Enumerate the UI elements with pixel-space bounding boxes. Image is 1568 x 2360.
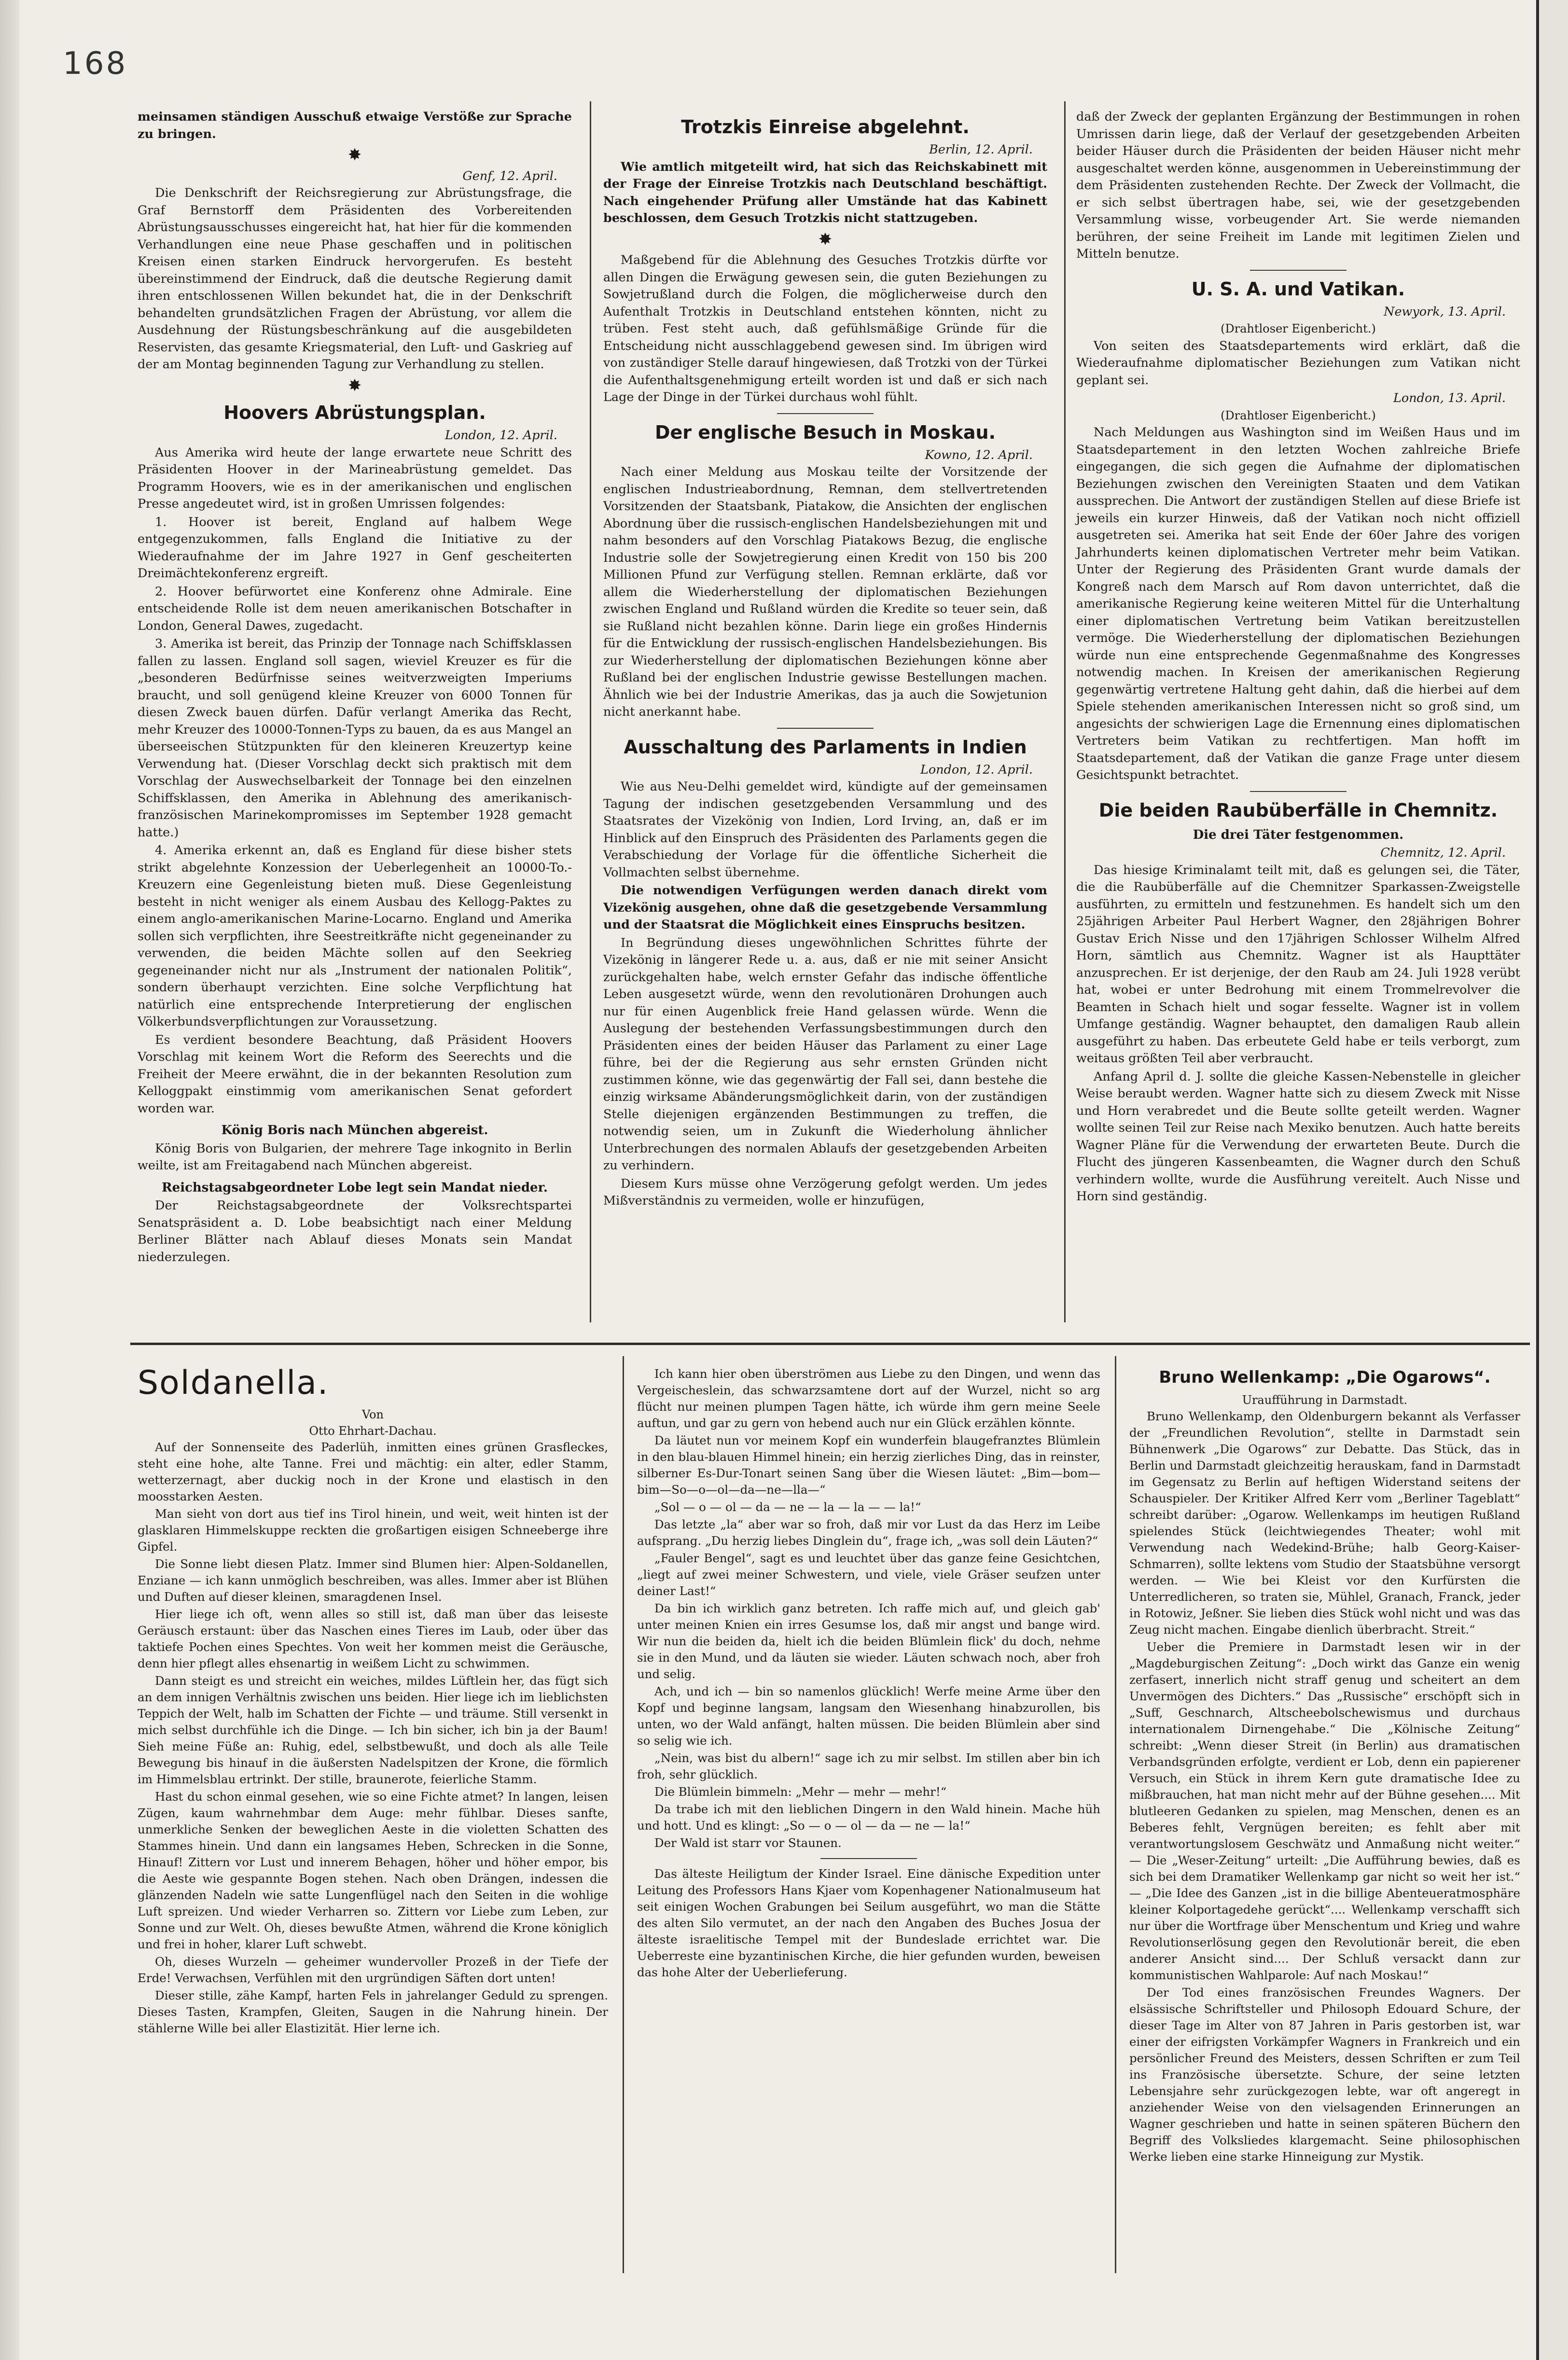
- article-paragraph: Diesem Kurs müsse ohne Verzögerung gefolgt werden. Um jedes Mißverständnis zu vermeiden, wolle er hinzufügen,: [603, 1176, 1047, 1208]
- story-paragraph: Oh, dieses Wurzeln — geheimer wundervoller Prozeß in der Tiefe der Erde! Verwachsen, Verfühlen mit den urgründigen Säften dort unten!: [138, 1955, 608, 1985]
- article-paragraph: 2. Hoover befürwortet eine Konferenz ohne Admirale. Eine entscheidende Rolle ist dem neuen amerikanischen Botschafter in London, General Dawes, zugedacht.: [138, 584, 572, 633]
- article-paragraph: Bruno Wellenkamp, den Oldenburgern bekannt als Verfasser der „Freundlichen Revolution“, stellte in Darmstadt sein Bühnenwerk „Die Ogarows“ zur Debatte. Das Stück, das in Berlin und Darmstadt gleichzeitig herauskam, fand in Darmstadt im Gegensatz zu Berlin auf heftigen Widerstand seitens der Schauspieler. Der Kritiker Alfred Kerr vom „Berliner Tageblatt“ schreibt darüber: „Ogarow. Wellenkamps im heutigen Rußland spielendes Stück (leichtwiegendes Theater; wohl mit Verwendung nach Wedekind-Brühe; halb Georg-Kaiser-Schmarren), sollte lektens vom Studio der Staatsbühne versorgt werden. — Wie bei Kleist vor den Kurfürsten die Unterredlicheren, so traten sie, Mühlel, Granach, Franck, jeder in Rotowiz, Jeßner. Sie lieben dies Stück wohl nicht und was das Zeug nicht machen. Eingabe dienlich überbracht. Streit.“: [1129, 1409, 1520, 1637]
- dateline: Chemnitz, 12. April.: [1380, 846, 1506, 860]
- story-paragraph: „Sol — o — ol — da — ne — la — la — — la!“: [654, 1500, 921, 1514]
- article-subheadline: Die drei Täter festgenommen.: [1193, 827, 1404, 842]
- byline: (Drahtloser Eigenbericht.): [1221, 408, 1376, 422]
- article-headline: Trotzkis Einreise abgelehnt.: [681, 116, 970, 138]
- byline-author: Otto Ehrhart-Dachau.: [309, 1424, 437, 1438]
- article-paragraph: 3. Amerika ist bereit, das Prinzip der Tonnage nach Schiffsklassen fallen zu lassen. England soll sagen, wieviel Kreuzer es für die „besonderen Bedürfnisse seines weitverzweigten Imperiums braucht, und soll genügend kleine Kreuzer von 6000 Tonnen für diesen Zweck bauen dürfen. Dafür verlangt Amerika das Recht, mehr Kreuzer des 10000-Tonnen-Typs zu bauen, da es aus Mangel an überseeischen Stützpunkten für den kleineren Kreuzertyp keine Verwendung hat. (Dieser Vorschlag deckt sich praktisch mit dem Vorschlag der Auswechselbarkeit der Tonnage bei den einzelnen Schiffsklassen, den Amerika in Ablehnung des amerikanisch-französischen Marinekompromisses im September 1928 gemacht hatte.): [138, 637, 572, 840]
- story-paragraph: Dieser stille, zähe Kampf, harten Fels in jahrelanger Geduld zu sprengen. Dieses Tasten, Krampfen, Gleiten, Saugen in die Nahrung hinein. Der stählerne Wille bei aller Elastizität. Hier lerne ich.: [138, 1988, 608, 2035]
- byline-von: Von: [361, 1408, 384, 1421]
- brief-paragraph: König Boris von Bulgarien, der mehrere Tage inkognito in Berlin weilte, ist am Freitagabend nach München abgereist.: [138, 1141, 572, 1173]
- story-paragraph: Dann steigt es und streicht ein weiches, mildes Lüftlein her, das fügt sich an dem innigen Verhältnis zwischen uns beiden. Hier liege ich im lieblichsten Teppich der Welt, halb im Schatten der Fichte — und träume. Still versenkt in mich selbst durchfühle ich die Dinge. — Ich bin sicher, ich bin ja der Baum! Sieh meine Füße an: Ruhig, edel, selbstbewußt, und doch als alle Teile Bewegung bis hinauf in die äußersten Nadelspitzen der Krone, die förmlich im Himmelsblau ertrinkt. Der stille, braunerote, feierliche Stamm.: [138, 1674, 608, 1786]
- story-paragraph: Das letzte „la“ aber war so froh, daß mir vor Lust da das Herz im Leibe aufsprang. „Du herzig liebes Dinglein du“, frage ich, „was soll dein Läuten?“: [637, 1517, 1100, 1548]
- short-rule: [1250, 791, 1346, 792]
- story-paragraph: Ach, und ich — bin so namenlos glücklich! Werfe meine Arme über den Kopf und beginne langsam, langsam den Wiesenhang hinabzurollen, bis unten, wo der Wald anfängt, halten müssen. Die beiden Blümlein aber sind so selig wie ich.: [637, 1684, 1100, 1748]
- article-headline: Ausschaltung des Parlaments in Indien: [624, 736, 1027, 758]
- column-rule: [1115, 1356, 1116, 2273]
- brief-headline: König Boris nach München abgereist.: [221, 1123, 488, 1138]
- page-number: 168: [63, 46, 128, 82]
- column-rule: [1064, 101, 1066, 1322]
- short-rule: [777, 728, 874, 729]
- feuilleton-title: Soldanella.: [138, 1364, 329, 1402]
- story-paragraph: Die Blümlein bimmeln: „Mehr — mehr — mehr!“: [654, 1785, 947, 1799]
- article-continuation: meinsamen ständigen Ausschuß etwaige Verstöße zur Sprache zu bringen.: [138, 110, 572, 141]
- brief-paragraph: Der Reichstagsabgeordnete der Volksrechtspartei Senatspräsident a. D. Lobe beabsichtigt nach einer Meldung Berliner Blätter nach Ablauf dieses Monats sein Mandat niederzulegen.: [138, 1198, 572, 1264]
- column-3: [1076, 109, 1520, 1207]
- page-edge-right: [1536, 0, 1568, 2360]
- article-paragraph: 1. Hoover ist bereit, England auf halbem Wege entgegenzukommen, falls England die Initiative zu der Wiederaufnahme der im Jahre 1927 in Genf gescheiterten Dreimächtekonferenz ergreift.: [138, 514, 572, 581]
- article-paragraph: Ueber die Premiere in Darmstadt lesen wir in der „Magdeburgischen Zeitung“: „Doch wirkt das Ganze ein wenig zerfasert, innerlich nicht straff genug und scheitert an dem Unvermögen des Dichters.“ Das „Russische“ erschöpft sich in „Suff, Geschnarch, Altscheebolschewismus und durchaus internationalem Dirnengehabe.“ Die „Kölnische Zeitung“ schreibt: „Wenn dieser Streit (in Berlin) aus dramatischen Verbandsgründen erfolgte, verdient er Lob, denn ein papierener Versuch, ein Stück in ihrem Kern gute dramatische Idee zu mißbrauchen, hat man nicht mehr auf der Bühne gesehen.... Mit blutleeren Gedanken zu spielen, mag Menschen, denen es an Beberes fehlt, Vergnügen bereiten; es fehlt aber mit verantwortungslosem Geschwätz und Anmaßung nicht weiter.“ — Die „Weser-Zeitung“ urteilt: „Die Aufführung bewies, daß es sich bei dem Dramatiker Wellenkamp gar nicht so weit her ist.“ — „Die Idee des Ganzen „ist in die billige Abenteueratmosphäre kleiner Kolportagedehe gerückt“.... Wellenkamp verschafft sich nur über die Wortfrage über Menschentum und Krieg und wahre Revolutionserlösung gegen den Revolutionär bereit, die eben anderer Ansicht sind.... Der Schluß versackt dann zur kommunistischen Wahlparole: Auf nach Moskau!“: [1129, 1640, 1520, 1982]
- short-rule: [1250, 270, 1346, 271]
- dateline: Berlin, 12. April.: [929, 142, 1033, 157]
- column-2: [603, 109, 1047, 1211]
- dateline: Kowno, 12. April.: [925, 447, 1033, 462]
- story-paragraph: Hier liege ich oft, wenn alles so still ist, daß man über das leiseste Geräusch erstaunt: über das Naschen eines Tieres im Laub, oder über das taktiefe Pochen eines Spechtes. Von weit her kommen meist die Geräusche, denn hier pflegt alles ehsenartig in weißem Licht zu schwimmen.: [138, 1607, 608, 1670]
- separator-star: ✸: [347, 145, 362, 165]
- article-paragraph: Maßgebend für die Ablehnung des Gesuches Trotzkis dürfte vor allen Dingen die Erwägung gewesen sein, die guten Beziehungen zu Sowjetrußland durch die Folgen, die möglicherweise durch den Aufenthalt Trotzkis in Deutschland entstehen könnten, nicht zu trüben. Fest steht auch, daß gefühlsmäßige Gründe für die Entscheidung nicht ausschlaggebend gewesen sind. Im übrigen wird von zuständiger Stelle darauf hingewiesen, daß Trotzki von der Türkei die Aufenthaltsgenehmigung erteilt worden ist und daß er sich nach Lage der Dinge in der Türkei durchaus wohl fühlt.: [603, 253, 1047, 404]
- notice-paragraph: Das älteste Heiligtum der Kinder Israel. Eine dänische Expedition unter Leitung des Professors Hans Kjaer vom Kopenhagener Nationalmuseum hat seit einigen Wochen Grabungen bei Seilum ausgeführt, wo man die Stätte des alten Silo vermutet, an der nach den Angaben des Buches Josua der älteste israelitische Tempel mit der Bundeslade errichtet war. Die Ueberreste eine byzantinischen Kirche, die hier gefunden wurden, beweisen das hohe Alter der Ueberlieferung.: [637, 1867, 1100, 1979]
- feuilleton-column-1: [138, 1356, 608, 2038]
- article-paragraph: In Begründung dieses ungewöhnlichen Schrittes führte der Vizekönig in längerer Rede u. a. aus, daß er nie mit seiner Ansicht zurückgehalten habe, welch ernster Gefahr das indische öffentliche Leben ausgesetzt würde, wenn den revolutionären Drohungen auch nur für einen Augenblick freie Hand gelassen würde. Wenn die Auslegung der bestehenden Verfassungsbestimmungen durch den Präsidenten eines der beiden Häuser das Parlament zu einer Lage führe, bei der die Regierung aus sehr ernsten Gründen nicht zustimmen könne, wie das gegenwärtig der Fall sei, dann bestehe die einzig wirksame Abänderungsmöglichkeit darin, von der zuständigen Stelle diejenigen ergänzenden Bestimmungen zu treffen, die notwendig seien, um in Zukunft die Wiederholung ähnlicher Unterbrechungen des normalen Ablaufs der gesetzgebenden Arbeiten zu verhindern.: [603, 935, 1047, 1173]
- article-paragraph: 4. Amerika erkennt an, daß es England für diese bisher stets strikt abgelehnte Konzession der Ueberlegenheit an 10000-To.-Kreuzern eine Gegenleistung bieten muß. Diese Gegenleistung besteht in nicht weniger als einem Ausbau des Kellogg-Paktes zu einem anglo-amerikanischen Marine-Locarno. England und Amerika sollen sich verpflichten, ihre Seestreitkräfte nicht gegeneinander zu verwenden, die beiden Mächte sollen auf den Seekrieg gegeneinander nicht nur als „Instrument der nationalen Politik“, sondern überhaupt verzichten. Eine solche Verpflichtung hat natürlich eine entsprechende Interpretierung der englischen Völkerbundsverpflichtungen zur Voraussetzung.: [138, 843, 572, 1029]
- article-paragraph: Wie amtlich mitgeteilt wird, hat sich das Reichskabinett mit der Frage der Einreise Trotzkis nach Deutschland beschäftigt. Nach eingehender Prüfung aller Umstände hat das Kabinett beschlossen, dem Gesuch Trotzkis nicht stattzugeben.: [603, 159, 1047, 225]
- article-paragraph: Wie aus Neu-Delhi gemeldet wird, kündigte auf der gemeinsamen Tagung der indischen gesetzgebenden Versammlung und des Staatsrates der Vizekönig von Indien, Lord Irving, an, daß er im Hinblick auf den Einspruch des Präsidenten des Parlaments gegen die Verabschiedung der Vorlage für die öffentliche Sicherheit die Vollmachten selbst übernehme.: [603, 779, 1047, 880]
- story-paragraph: Da trabe ich mit den lieblichen Dingern in den Wald hinein. Mache hüh und hott. Und es klingt: „So — o — ol — da — ne — la!“: [637, 1802, 1100, 1832]
- short-rule: [777, 413, 874, 414]
- byline: (Drahtloser Eigenbericht.): [1221, 322, 1376, 335]
- separator-star: ✸: [818, 229, 833, 249]
- short-rule: [820, 1858, 917, 1859]
- article-paragraph: Von seiten des Staatsdepartements wird erklärt, daß die Wiederaufnahme diplomatischer Beziehungen zum Vatikan nicht geplant sei.: [1076, 338, 1520, 388]
- dateline: London, 13. April.: [1393, 391, 1506, 405]
- story-paragraph: Auf der Sonnenseite des Paderlüh, inmitten eines grünen Grasfleckes, steht eine hohe, alte Tanne. Frei und mächtig: ein alter, edler Stamm, wetterzernagt, aber duckig noch in der Krone und elastisch in den moosstarken Aesten.: [138, 1440, 608, 1503]
- column-1: [138, 109, 572, 1267]
- article-paragraph: Aus Amerika wird heute der lange erwartete neue Schritt des Präsidenten Hoover in der Marineabrüstung gemeldet. Das Programm Hoovers, wie es in der amerikanischen und englischen Presse angedeutet wird, ist in großen Umrissen folgendes:: [138, 445, 572, 511]
- article-paragraph: daß der Zweck der geplanten Ergänzung der Bestimmungen in rohen Umrissen darin liege, daß der Verlauf der gesetzgebenden Arbeiten beider Häuser durch die Präsidenten der beiden Häuser nicht mehr ausgeschaltet werden könne, ausgenommen in Uebereinstimmung der dem Präsidenten zustehenden Rechte. Der Zweck der Vollmacht, die er sich selbst übertragen habe, sei, wie der gesetzgebenden Versammlung wisse, vorbeugender Art. Sie werde niemanden berühren, der seine Freiheit im Lande mit legitimen Zielen und Mitteln benutze.: [1076, 110, 1520, 261]
- dateline: London, 12. April.: [444, 428, 557, 443]
- article-paragraph: Nach Meldungen aus Washington sind im Weißen Haus und im Staatsdepartement in den letzten Wochen zahlreiche Briefe eingegangen, die sich gegen die Aufnahme der diplomatischen Beziehungen zwischen den Vereinigten Staaten und dem Vatikan aussprechen. Die Antwort der zuständigen Stellen auf diese Briefe ist jeweils ein kurzer Hinweis, daß der Vatikan noch nicht offiziell ausgetreten sei. Amerika hat seit Ende der 60er Jahre des vorigen Jahrhunderts keinen diplomatischen Vertreter mehr beim Vatikan. Unter der Regierung des Präsidenten Grant wurde damals der Kongreß nach dem Marsch auf Rom davon unterrichtet, daß die amerikanische Regierung keine weiteren Mittel für die Unterhaltung einer diplomatischen Vertretung beim Vatikan bereitzustellen vermöge. Die Wiederherstellung der diplomatischen Beziehungen würde nun eine entsprechende Gegenmaßnahme des Kongresses notwendig machen. In Kreisen der amerikanischen Regierung gegenwärtig vertretene Haltung geht dahin, daß die hierbei auf dem Spiele stehenden amerikanischen Interessen nicht so groß sind, um angesichts der schwierigen Lage die Ernennung eines diplomatischen Vertreters beim Vatikan zu rechtfertigen. Man hofft im Staatsdepartement, daß der Vatikan die ganze Frage unter diesem Gesichtspunkt betrachtet.: [1076, 425, 1520, 782]
- feuilleton-column-3: [1129, 1366, 1520, 2166]
- dateline: Genf, 12. April.: [462, 168, 557, 183]
- story-paragraph: Die Sonne liebt diesen Platz. Immer sind Blumen hier: Alpen-Soldanellen, Enziane — ich kann unmöglich beschreiben, was alles. Immer aber ist Blühen und Duften auf dieser kleinen, smaragdenen Insel.: [138, 1557, 608, 1604]
- article-paragraph: Die Denkschrift der Reichsregierung zur Abrüstungsfrage, die Graf Bernstorff dem Präsidenten des Vorbereitenden Abrüstungsausschusses eingereicht hat, hat hier für die kommenden Verhandlungen eine neue Phase geschaffen und in politischen Kreisen einen starken Eindruck hervorgerufen. Es besteht übereinstimmend der Eindruck, daß die deutsche Regierung damit ihren entschlossenen Willen bekundet hat, die in der Denkschrift behandelten grundsätzlichen Fragen der Abrüstung, vor allem die Ausdehnung der Rüstungsbeschränkung auf die ausgebildeten Reservisten, das gesamte Kriegsmaterial, den Luft- und Gaskrieg auf der am Montag beginnenden Tagung zur Verhandlung zu stellen.: [138, 186, 572, 372]
- brief-headline: Reichstagsabgeordneter Lobe legt sein Mandat nieder.: [162, 1180, 548, 1195]
- story-paragraph: „Nein, was bist du albern!“ sage ich zu mir selbst. Im stillen aber bin ich froh, sehr glücklich.: [637, 1751, 1100, 1781]
- separator-star: ✸: [347, 375, 362, 395]
- column-rule: [623, 1356, 624, 2273]
- section-divider: [130, 1343, 1530, 1345]
- article-headline: Der englische Besuch in Moskau.: [654, 421, 996, 443]
- column-rule: [590, 101, 591, 1322]
- story-paragraph: Da läutet nun vor meinem Kopf ein wunderfein blaugefranztes Blümlein in den blau-blauen Himmel hinein; ein herzig zierliches Ding, das in reinster, silberner Es-Dur-Tonart seinen Sang über die Wiesen läutet: „Bim—bom—bim—So—o—ol—da—ne—lla—“: [637, 1433, 1100, 1497]
- story-paragraph: Da bin ich wirklich ganz betreten. Ich raffe mich auf, und gleich gab' unter meinen Knien ein irres Gesumse los, daß mir angst und bange wird. Wir nun die beiden da, hielt ich die beiden Blümlein flick' du doch, nehme sie in den Mund, und da läuten sie wieder. Läuten schwach noch, aber froh und selig.: [637, 1601, 1100, 1681]
- notice-paragraph: Der Tod eines französischen Freundes Wagners. Der elsässische Schriftsteller und Philosoph Edouard Schure, der dieser Tage im Alter von 87 Jahren in Paris gestorben ist, war einer der eifrigsten Vorkämpfer Wagners in Frankreich und ein persönlicher Freund des Meisters, dessen Schriften er zum Teil ins Französische übersetzte. Schure, der seine letzten Lebensjahre sehr zurückgezogen lebte, war oft angeregt in anziehender Weise von den vielsagenden Erinnerungen an Wagner geschrieben und hatte in seinen späteren Büchern den Begriff des Volksliedes klargemacht. Seine philosophischen Werke lieben eine starke Hinneigung zur Mystik.: [1129, 1985, 1520, 2164]
- feuilleton-column-2: [637, 1366, 1100, 1982]
- article-headline: Hoovers Abrüstungsplan.: [223, 402, 486, 423]
- article-headline: Die beiden Raubüberfälle in Chemnitz.: [1098, 799, 1498, 821]
- story-paragraph: Hast du schon einmal gesehen, wie so eine Fichte atmet? In langen, leisen Zügen, kaum wahrnehmbar dem Auge: mehr fühlbar. Dieses sanfte, unmerkliche Senken der beweglichen Aeste in die violetten Schatten des Stammes hinein. Und dann ein langsames Heben, Schrecken in die Sonne, Hinauf! Zittern vor Lust und innerem Behagen, höher und höher empor, bis die Aeste wie gespannte Bogen stehen. Nach oben Drängen, indessen die glänzenden Nadeln wie satte Lungenflügel nach den Seiten in die wohlige Luft spreizen. Und wieder Verharren so. Zittern vor Liebe zum Leben, zur Sonne und zur Welt. Oh, dieses bewußte Atmen, während die Krone königlich und frei in hoher, klarer Luft schwebt.: [138, 1790, 608, 1951]
- article-paragraph: Nach einer Meldung aus Moskau teilte der Vorsitzende der englischen Industrieabordnung, Remnan, dem stellvertretenden Vorsitzenden der Staatsbank, Piatakow, die Ansichten der englischen Abordnung über die russisch-englischen Handelsbeziehungen mit und nahm besonders auf den Vorschlag Piatakows Bezug, die englische Industrie solle der Sowjetregierung einen Kredit von 150 bis 200 Millionen Pfund zur Verfügung stellen. Remnan erklärte, daß vor allem die Wiederherstellung der diplomatischen Beziehungen zwischen England und Rußland würden die Kredite so teuer sein, daß sie Rußland nicht bezahlen könne. Darin liege ein großes Hindernis für die Entwicklung der russisch-englischen Handelsbeziehungen. Bis zur Wiederherstellung der diplomatischen Beziehungen könne aber Rußland bei der englischen Industrie gewisse Bestellungen machen. Ähnlich wie bei der Industrie Amerikas, das ja auch die Sowjetunion nicht anerkannt habe.: [603, 465, 1047, 719]
- story-paragraph: Ich kann hier oben überströmen aus Liebe zu den Dingen, und wenn das Vergeischeslein, das schwarzsamtene dort auf der Wurzel, nicht so arg flücht nur meinen plumpen Tagen hätte, ich würde ihm gern meine Seele auftun, und gar zu gern von hebend auch nur ein Glück erzählen könnte.: [637, 1367, 1100, 1430]
- dateline: Newyork, 13. April.: [1384, 304, 1506, 319]
- article-paragraph: Anfang April d. J. sollte die gleiche Kassen-Nebenstelle in gleicher Weise beraubt werden. Wagner hatte sich zu diesem Zweck mit Nisse und Horn verabredet und die Beute sollte geteilt werden. Wagner wollte seinen Teil zur Reise nach Mexiko benutzen. Auch hatte bereits Wagner Pläne für die Verwendung der erwarteten Beute. Durch die Flucht des jüngeren Kassenbeamten, die Wagner durch den Schuß verhindern wollte, wurde die Ausführung vereitelt. Auch Nisse und Horn sind geständig.: [1076, 1069, 1520, 1204]
- story-paragraph: „Fauler Bengel“, sagt es und leuchtet über das ganze feine Gesichtchen, „liegt auf zwei meiner Schwestern, und viele, viele Gräser seufzen unter deiner Last!“: [637, 1551, 1100, 1598]
- story-paragraph: Man sieht von dort aus tief ins Tirol hinein, und weit, weit hinten ist der glasklaren Himmelskuppe reckten die großartigen eisigen Schneeberge ihre Gipfel.: [138, 1507, 608, 1554]
- story-paragraph: Der Wald ist starr vor Staunen.: [654, 1836, 842, 1850]
- article-headline: Bruno Wellenkamp: „Die Ogarows“.: [1159, 1368, 1491, 1387]
- article-paragraph: Die notwendigen Verfügungen werden danach direkt vom Vizekönig ausgehen, ohne daß die gesetzgebende Versammlung und der Staatsrat die Möglichkeit eines Einspruchs besitzen.: [603, 883, 1047, 932]
- article-subheadline: Uraufführung in Darmstadt.: [1242, 1393, 1408, 1407]
- article-headline: U. S. A. und Vatikan.: [1191, 278, 1405, 300]
- dateline: London, 12. April.: [920, 762, 1033, 777]
- article-paragraph: Es verdient besondere Beachtung, daß Präsident Hoovers Vorschlag mit keinem Wort die Reform des Seerechts und die Freiheit der Meere erwähnt, die in der bekannten Resolution zum Kelloggpakt einstimmig vom amerikanischen Senat gefordert worden war.: [138, 1032, 572, 1116]
- article-paragraph: Das hiesige Kriminalamt teilt mit, daß es gelungen sei, die Täter, die die Raubüberfälle auf die Chemnitzer Sparkassen-Zweigstelle ausführten, zu ermitteln und festzunehmen. Es handelt sich um den 25jährigen Arbeiter Paul Herbert Wagner, den 28jährigen Bohrer Gustav Erich Nisse und den 17jährigen Schlosser Wilhelm Alfred Horn, sämtlich aus Chemnitz. Wagner ist als Haupttäter anzusprechen. Er ist derjenige, der den Raub am 24. Juli 1928 verübt hat, wobei er unter Bedrohung mit einem Trommelrevolver die Beamten in Schach hielt und sogar fesselte. Wagner ist in vollem Umfange geständig. Wagner behauptet, den damaligen Raub allein ausgeführt zu haben. Das erbeutete Geld habe er teils verborgt, zum weitaus größten Teil aber verbraucht.: [1076, 862, 1520, 1066]
